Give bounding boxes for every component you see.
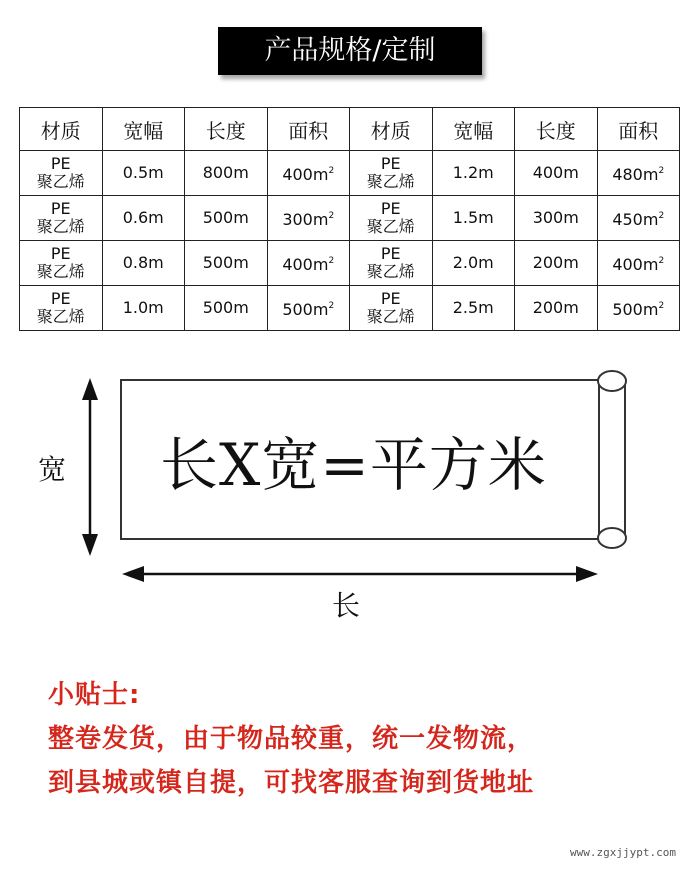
cell-material: PE 聚乙烯 <box>350 286 433 331</box>
cell-length: 800m <box>185 151 268 196</box>
cell-area: $300m^2$ <box>267 196 350 241</box>
header-length: 长度 <box>185 108 268 151</box>
header-width: 宽幅 <box>102 108 185 151</box>
header-width: 宽幅 <box>432 108 515 151</box>
cell-length: 200m <box>515 286 598 331</box>
header-area: 面积 <box>267 108 350 151</box>
width-arrow <box>82 378 98 556</box>
cell-material: PE 聚乙烯 <box>20 286 103 331</box>
cell-length: 400m <box>515 151 598 196</box>
table-header-row <box>20 108 680 151</box>
table-row <box>20 196 680 241</box>
cell-width: 1.2m <box>432 151 515 196</box>
cell-material: PE 聚乙烯 <box>20 241 103 286</box>
header-material: 材质 <box>20 108 103 151</box>
cell-width: 2.5m <box>432 286 515 331</box>
table-row <box>20 151 680 196</box>
cell-area: $500m^2$ <box>597 286 680 331</box>
cell-width: 0.6m <box>102 196 185 241</box>
tips-line-2: 到县城或镇自提，可找客服查询到货地址 <box>48 768 535 798</box>
cell-width: 1.0m <box>102 286 185 331</box>
cell-material: PE 聚乙烯 <box>350 196 433 241</box>
cell-area: $500m^2$ <box>267 286 350 331</box>
header-area: 面积 <box>597 108 680 151</box>
cell-width: 0.8m <box>102 241 185 286</box>
header-material: 材质 <box>350 108 433 151</box>
cell-width: 0.5m <box>102 151 185 196</box>
width-label: 宽 <box>38 453 67 486</box>
spec-table <box>19 107 680 331</box>
cell-length: 300m <box>515 196 598 241</box>
length-arrow <box>122 566 598 582</box>
page-title: 产品规格/定制 <box>218 27 482 75</box>
length-label: 长 <box>332 589 361 622</box>
table-row <box>20 286 680 331</box>
cell-width: 2.0m <box>432 241 515 286</box>
cell-length: 500m <box>185 196 268 241</box>
cell-length: 200m <box>515 241 598 286</box>
cell-material: PE 聚乙烯 <box>20 151 103 196</box>
cell-area: $400m^2$ <box>267 241 350 286</box>
area-formula: 长X宽=平方米 <box>160 431 547 499</box>
cell-area: $480m^2$ <box>597 151 680 196</box>
cell-material: PE 聚乙烯 <box>350 151 433 196</box>
cell-width: 1.5m <box>432 196 515 241</box>
table-row <box>20 241 680 286</box>
cell-area: $400m^2$ <box>597 241 680 286</box>
cell-length: 500m <box>185 241 268 286</box>
header-length: 长度 <box>515 108 598 151</box>
cell-area: $450m^2$ <box>597 196 680 241</box>
watermark: www.zgxjjypt.com <box>570 846 676 859</box>
cell-length: 500m <box>185 286 268 331</box>
tips-line-1: 整卷发货，由于物品较重，统一发物流， <box>48 724 535 754</box>
roll-cylinder <box>598 371 626 548</box>
tips-title: 小贴士: <box>48 680 141 710</box>
cell-material: PE 聚乙烯 <box>20 196 103 241</box>
cell-area: $400m^2$ <box>267 151 350 196</box>
cell-material: PE 聚乙烯 <box>350 241 433 286</box>
